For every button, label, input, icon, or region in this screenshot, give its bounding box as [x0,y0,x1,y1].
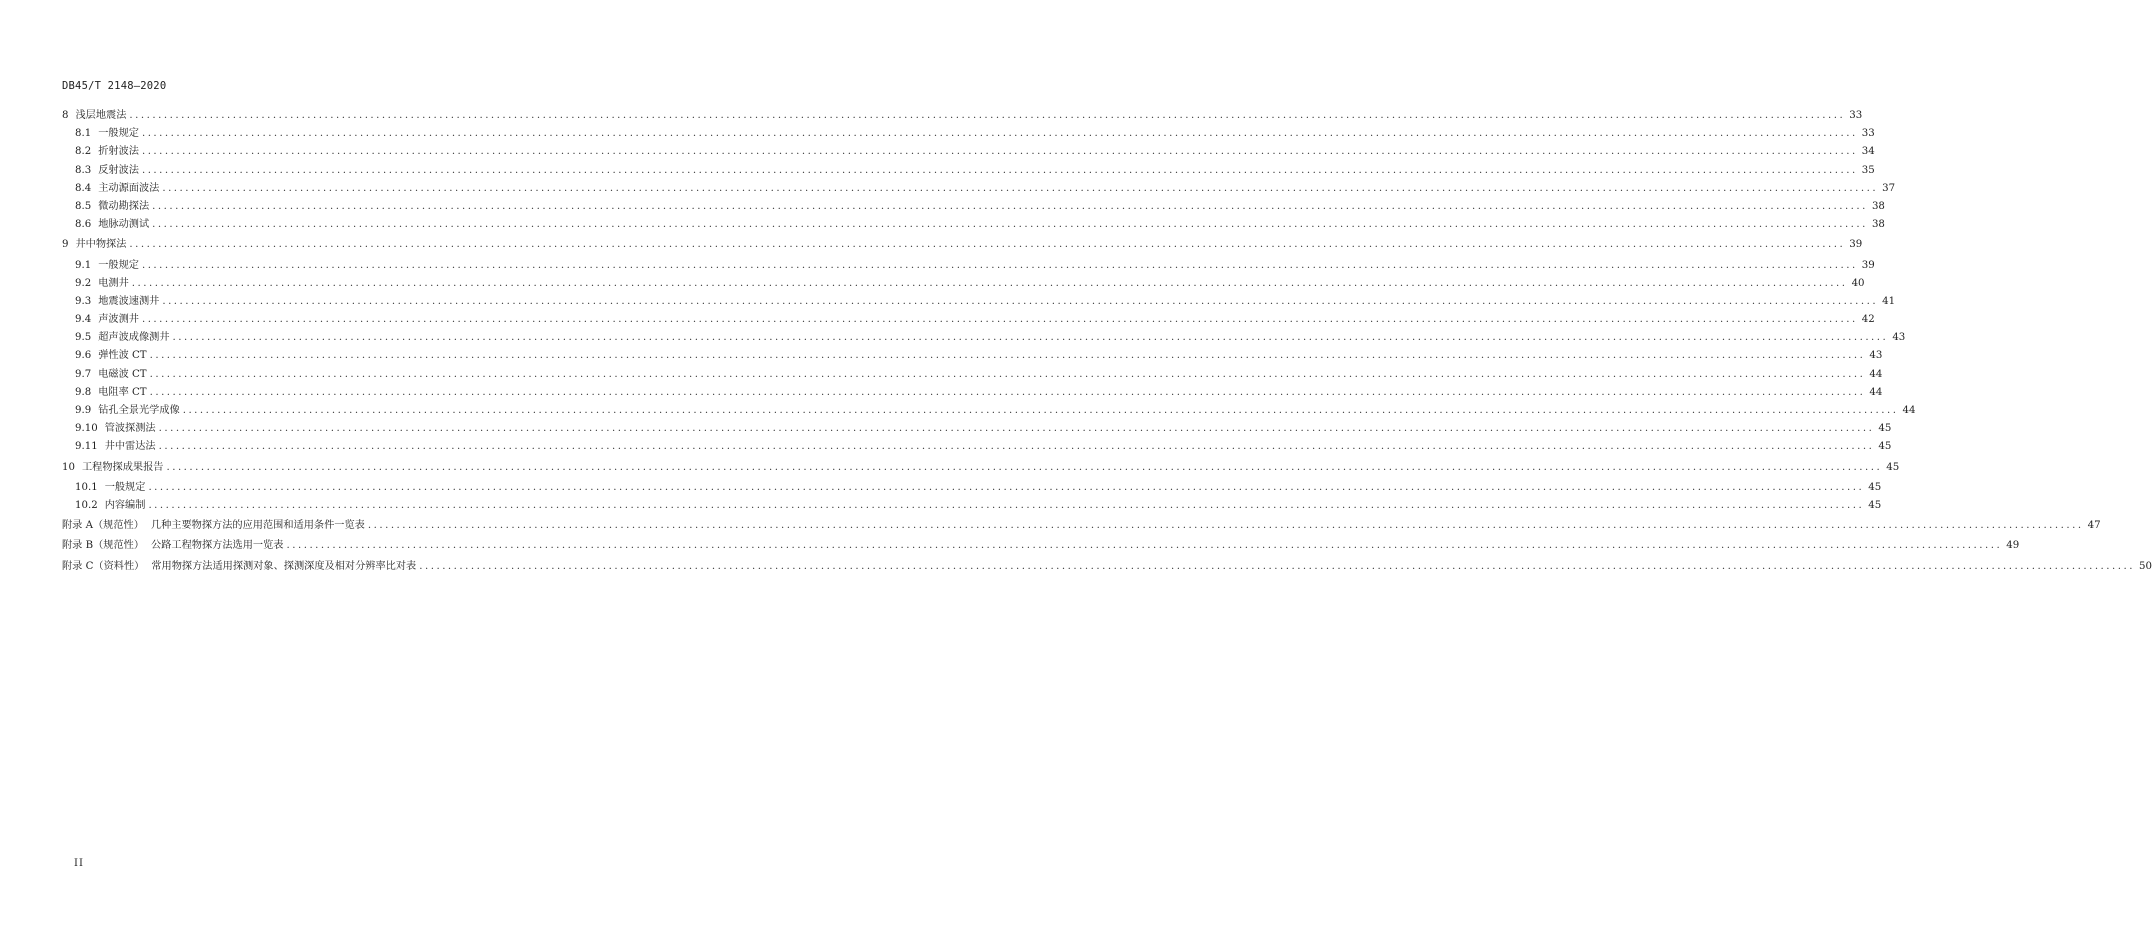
toc-leader-dots [166,462,1882,473]
toc-entry[interactable] [62,437,1892,455]
toc-entry[interactable] [62,383,1883,401]
toc-number: 8.6 [75,219,92,231]
toc-title: 地脉动测试 [98,219,150,231]
toc-title: 主动源面波法 [98,182,160,194]
toc-page-number: 38 [1871,219,1885,231]
toc-page-number: 45 [1878,423,1892,435]
toc-leader-dots [152,201,1868,212]
toc-title: 弹性波 CT [98,350,147,362]
toc-page-number: 39 [1861,259,1875,271]
toc-title: 管波探测法 [104,423,156,435]
toc-number: 9.3 [75,295,92,307]
toc-leader-dots [150,369,1866,380]
toc-page-number: 37 [1882,182,1896,194]
toc-title: 反射波法 [98,164,139,176]
toc-number: 8.3 [75,164,92,176]
toc-number: 附录 A（规范性） [62,520,144,532]
toc-entry[interactable] [62,458,1900,476]
toc-number: 9.6 [75,350,92,362]
toc-page-number: 44 [1869,386,1883,398]
toc-title: 声波测井 [98,314,139,326]
toc-leader-dots [148,500,1864,511]
toc-leader-dots [132,278,1848,289]
toc-entry[interactable] [62,557,2152,575]
toc-number: 9.9 [75,405,92,416]
toc-number: 附录 B（规范性） [62,540,145,552]
toc-page-number: 44 [1902,405,1916,416]
toc-leader-dots [129,110,1845,121]
toc-entry[interactable] [62,124,1875,142]
toc-number: 附录 C（资料性） [62,560,145,572]
toc-entry[interactable] [62,536,2020,554]
toc-title: 公路工程物探方法选用一览表 [151,540,284,552]
toc-leader-dots [142,260,1858,271]
toc-number: 8.4 [75,182,92,194]
toc-page-number: 42 [1861,314,1875,326]
toc-page-number: 35 [1861,164,1875,176]
toc-number: 9.2 [75,277,92,289]
toc-title: 几种主要物探方法的应用范围和适用条件一览表 [150,520,365,532]
toc-title: 一般规定 [98,259,139,271]
toc-entry[interactable] [62,179,1896,197]
toc-page-number: 33 [1849,110,1863,121]
toc-entry[interactable] [62,496,1882,514]
toc-title: 超声波成像测井 [98,332,170,344]
toc-title: 浅层地震法 [75,110,127,121]
toc-entry[interactable] [62,346,1883,364]
toc-page-number: 43 [1869,350,1883,362]
toc-number: 10.1 [75,481,98,493]
toc-title: 微动勘探法 [98,200,150,212]
toc-leader-dots [159,441,1875,452]
toc-entry[interactable] [62,235,1863,253]
toc-leader-dots [142,128,1858,139]
toc-page-number: 45 [1886,461,1900,473]
toc-title: 电阻率 CT [98,386,147,398]
toc-leader-dots [148,482,1864,493]
toc-title: 电测井 [98,277,129,289]
table-of-contents [62,106,2152,575]
toc-entry[interactable] [62,274,1865,292]
toc-leader-dots [142,146,1858,157]
toc-page-number: 47 [2087,520,2101,532]
toc-leader-dots [419,561,2135,572]
toc-entry[interactable] [62,419,1892,437]
toc-number: 8.2 [75,146,92,158]
toc-leader-dots [173,332,1889,343]
toc-entry[interactable] [62,142,1875,160]
toc-leader-dots [142,314,1858,325]
toc-number: 8.1 [75,128,92,140]
document-code-header: DB45/T 2148—2020 [62,80,167,92]
toc-number: 9.10 [75,423,98,435]
toc-entry[interactable] [62,478,1882,496]
toc-title: 钻孔全景光学成像 [98,405,180,416]
toc-page-number: 39 [1849,239,1863,251]
toc-number: 9.8 [75,386,92,398]
toc-entry[interactable] [62,401,1916,419]
toc-page-number: 38 [1871,200,1885,212]
toc-leader-dots [159,423,1875,434]
toc-page-number: 45 [1868,481,1882,493]
toc-leader-dots [152,219,1868,230]
toc-leader-dots [150,350,1866,361]
toc-page-number: 34 [1861,146,1875,158]
toc-leader-dots [183,405,1899,416]
toc-page-number: 40 [1851,277,1865,289]
toc-number: 10 [62,461,75,473]
toc-number: 9.4 [75,314,92,326]
toc-entry[interactable] [62,328,1906,346]
toc-number: 9.11 [75,441,98,453]
toc-title: 工程物探成果报告 [81,461,164,473]
toc-number: 9.7 [75,368,92,380]
toc-entry[interactable] [62,215,1885,233]
toc-title: 一般规定 [104,481,146,493]
toc-page-number: 41 [1882,295,1896,307]
toc-leader-dots [286,540,2002,551]
toc-leader-dots [162,296,1878,307]
toc-number: 10.2 [75,499,98,511]
toc-leader-dots [162,183,1878,194]
toc-page-number: 45 [1868,499,1882,511]
toc-entry[interactable] [62,197,1885,215]
toc-page-number: 44 [1869,368,1883,380]
toc-number: 8 [62,110,69,121]
toc-number: 9 [62,239,69,251]
toc-title: 电磁波 CT [98,368,147,380]
toc-title: 地震波速测井 [98,295,160,307]
toc-entry[interactable] [62,256,1875,274]
toc-number: 8.5 [75,200,92,212]
toc-title: 折射波法 [98,146,139,158]
toc-title: 井中物探法 [75,239,127,251]
toc-page-number: 45 [1878,441,1892,453]
toc-leader-dots [368,520,2084,531]
toc-entry[interactable] [62,365,1883,383]
toc-leader-dots [142,165,1858,176]
toc-number: 9.5 [75,332,92,344]
toc-title: 常用物探方法适用探测对象、探测深度及相对分辨率比对表 [151,560,417,572]
toc-entry[interactable] [62,161,1875,179]
toc-page-number: 43 [1892,332,1906,344]
toc-title: 井中雷达法 [104,441,156,453]
toc-entry[interactable] [62,516,2101,534]
toc-entry[interactable] [62,292,1896,310]
toc-title: 内容编制 [104,499,146,511]
toc-title: 一般规定 [98,128,139,140]
toc-leader-dots [129,239,1845,250]
page-number-footer: II [74,858,84,869]
toc-leader-dots [150,387,1866,398]
toc-number: 9.1 [75,259,92,271]
toc-page-number: 50 [2139,560,2152,572]
toc-page-number: 49 [2006,540,2020,552]
toc-entry[interactable] [62,310,1875,328]
toc-page-number: 33 [1861,128,1875,140]
toc-entry[interactable] [62,106,1863,124]
